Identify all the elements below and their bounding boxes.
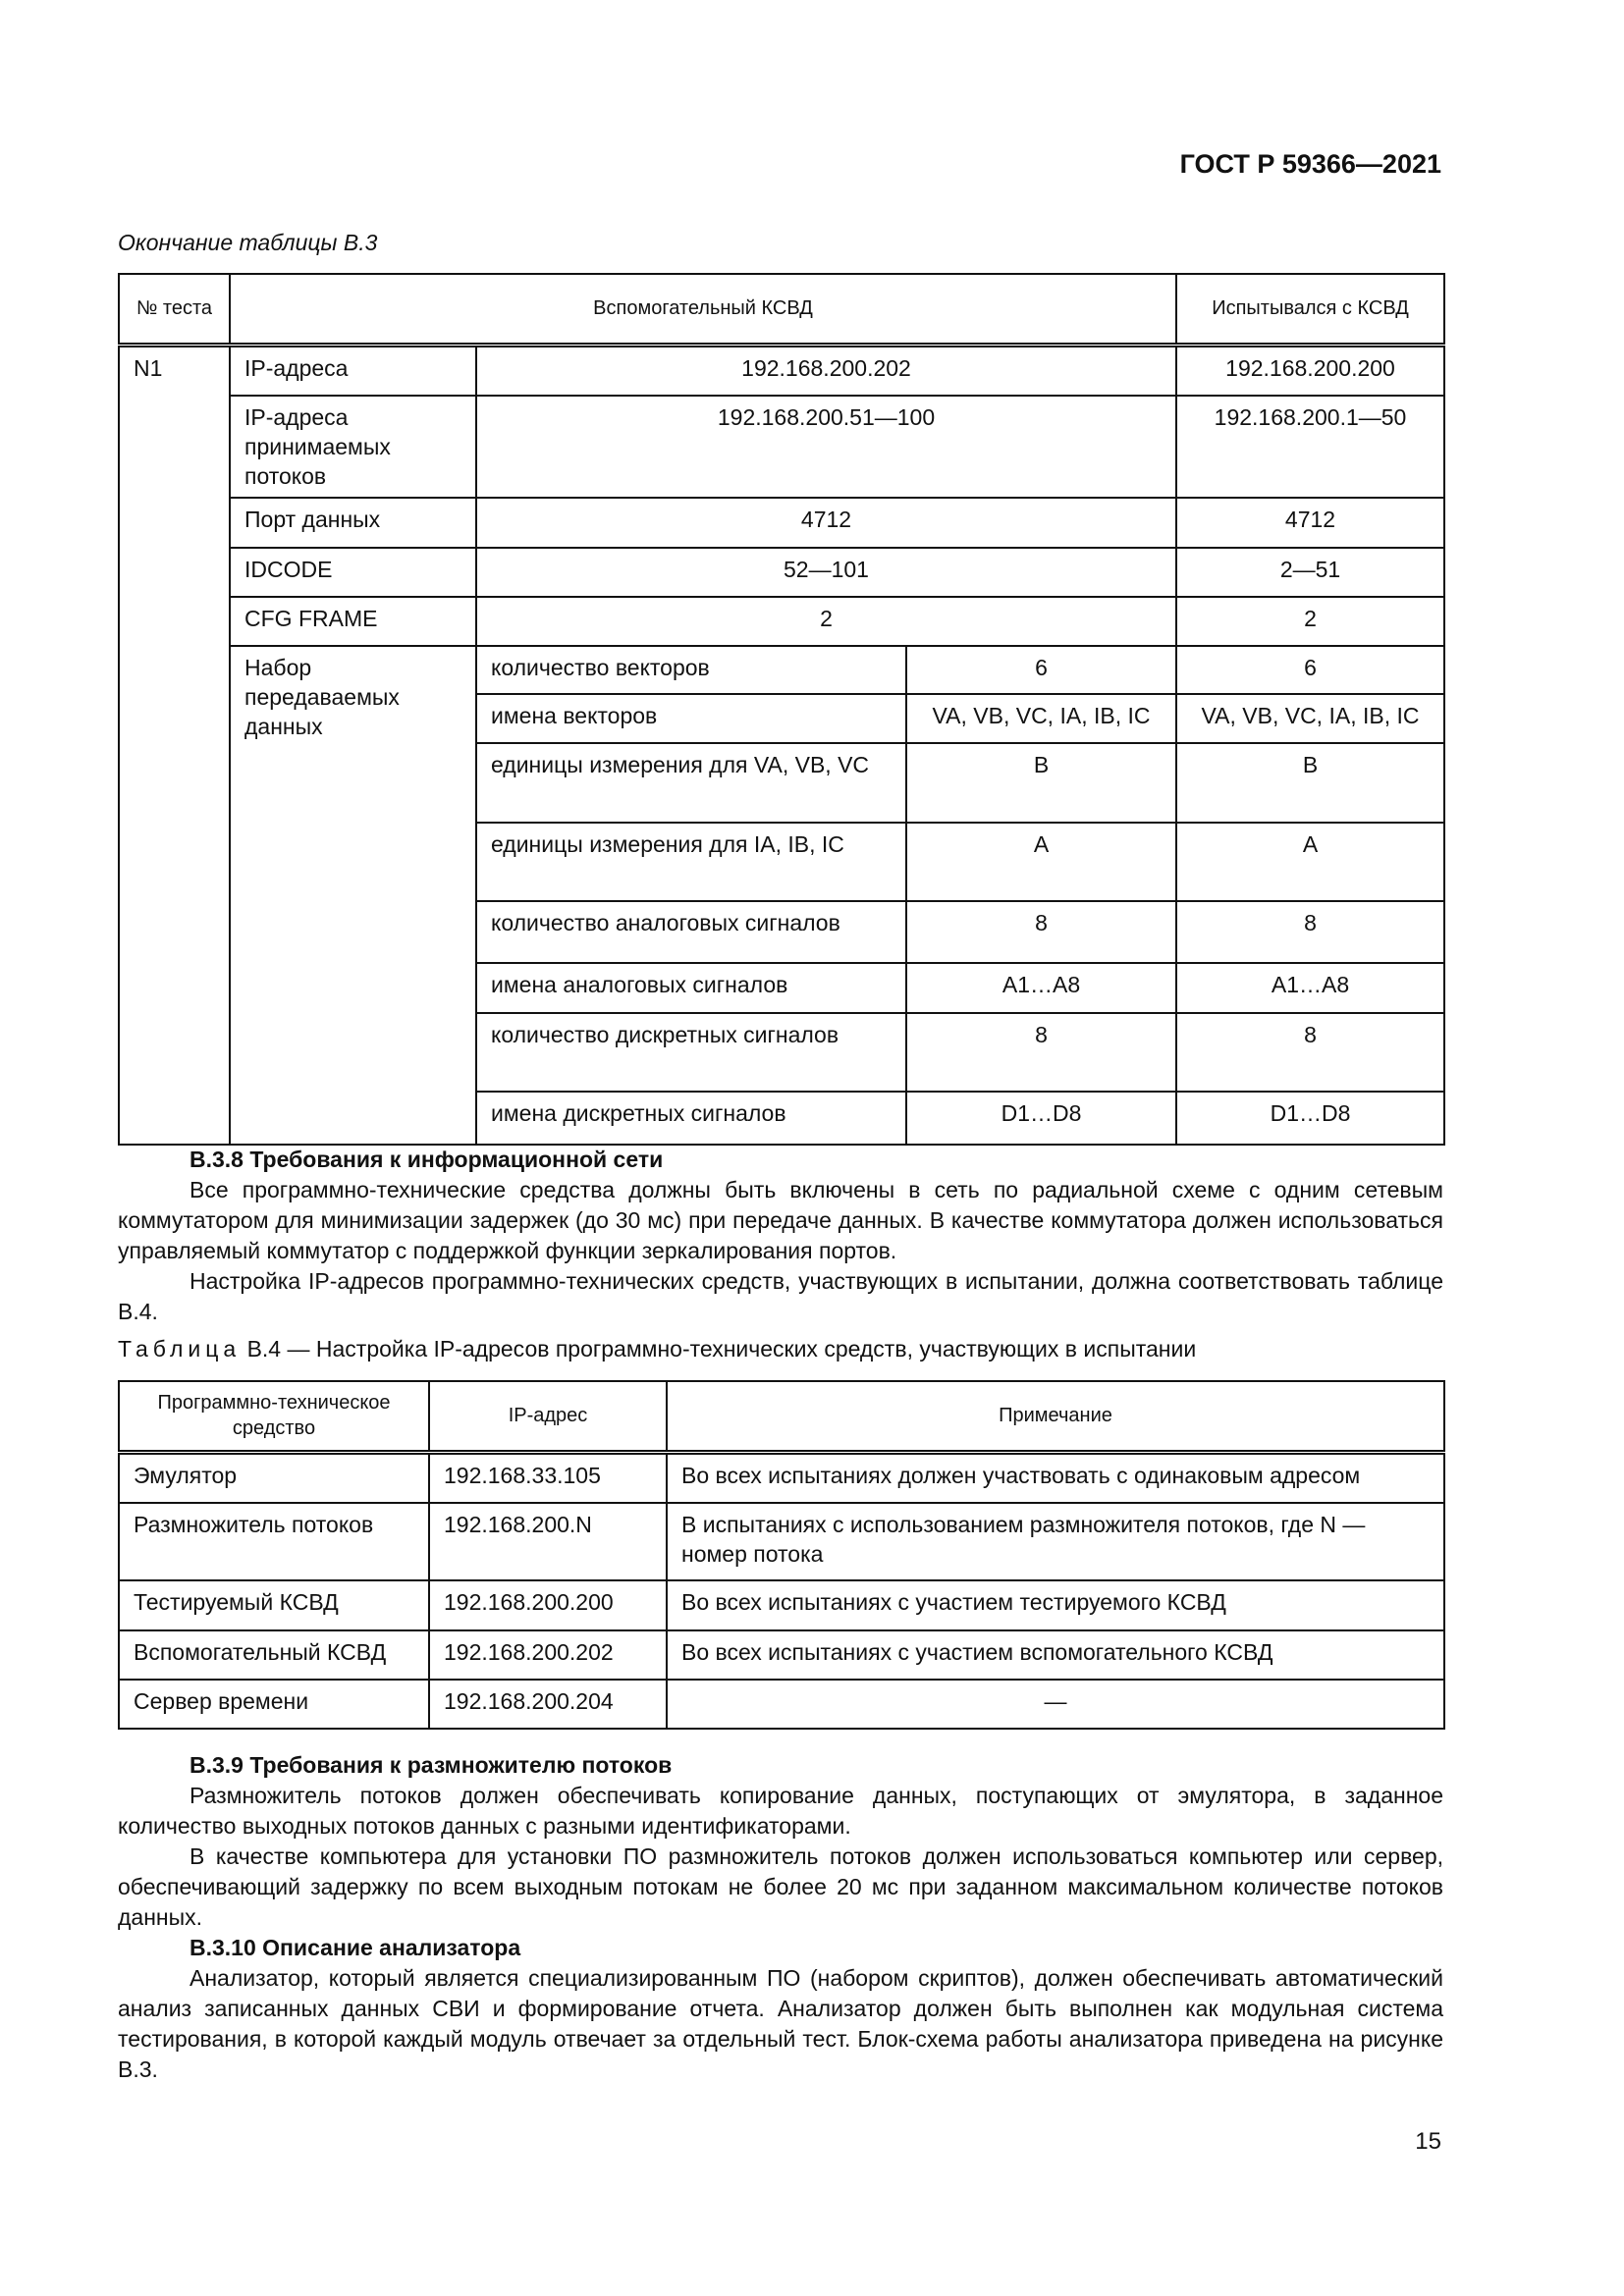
ip-cell: 192.168.200.N <box>429 1503 667 1580</box>
header-aux: Вспомогательный КСВД <box>230 274 1176 345</box>
param-cell: IDCODE <box>230 548 476 597</box>
aux-cell: 52—101 <box>476 548 1176 597</box>
aux-cell: VA, VB, VC, IA, IB, IC <box>906 694 1176 743</box>
ip-cell: 192.168.200.204 <box>429 1680 667 1729</box>
tested-cell: 4712 <box>1176 498 1444 548</box>
dataset-param: количество векторов <box>476 646 906 694</box>
dataset-param: имена дискретных сигналов <box>476 1092 906 1145</box>
table-caption <box>118 1336 1196 1362</box>
note-cell: Во всех испытаниях с участием вспомогательного КСВД <box>667 1630 1444 1680</box>
caption-word: Таблица <box>118 1336 242 1362</box>
test-id: N1 <box>119 345 230 1145</box>
paragraph: В качестве компьютера для установки ПО размножитель потоков должен использоваться компьютер или сервер, обеспечивающий задержку по всем выходным потокам не более 20 мс при заданном максимальном количестве потоков данных. <box>118 1843 1443 1930</box>
tested-cell: 2 <box>1176 597 1444 646</box>
aux-cell: 8 <box>906 901 1176 963</box>
tested-cell: 8 <box>1176 1013 1444 1092</box>
aux-cell: В <box>906 743 1176 823</box>
note-cell: Во всех испытаниях должен участвовать с одинаковым адресом <box>667 1452 1444 1503</box>
tested-cell: А <box>1176 823 1444 901</box>
ip-cell: 192.168.200.200 <box>429 1580 667 1630</box>
tested-cell: D1…D8 <box>1176 1092 1444 1145</box>
paragraph: Размножитель потоков должен обеспечивать копирование данных, поступающих от эмулятора, в заданное количество выходных потоков данных с разными идентификаторами. <box>118 1783 1443 1839</box>
device-cell: Эмулятор <box>119 1452 429 1503</box>
table-b3 <box>118 273 1445 1146</box>
param-cell: CFG FRAME <box>230 597 476 646</box>
tested-cell: 6 <box>1176 646 1444 694</box>
tested-cell: A1…A8 <box>1176 963 1444 1013</box>
aux-cell: А <box>906 823 1176 901</box>
param-cell: IP-адреса <box>230 345 476 396</box>
paragraph: Все программно-технические средства должны быть включены в сеть по радиальной схеме с одним сетевым коммутатором для минимизации задержек (до 30 мс) при передаче данных. В качестве коммутатора должен использоваться управляемый коммутатор с поддержкой функции зеркалирования портов. <box>118 1177 1443 1263</box>
dataset-param: единицы измерения для IA, IB, IC <box>476 823 906 901</box>
tested-cell: 2—51 <box>1176 548 1444 597</box>
table-continuation-label: Окончание таблицы В.3 <box>118 230 378 255</box>
ip-cell: 192.168.200.202 <box>429 1630 667 1680</box>
aux-cell: 8 <box>906 1013 1176 1092</box>
header-note: Примечание <box>667 1381 1444 1452</box>
document-code: ГОСТ Р 59366—2021 <box>1179 149 1441 179</box>
dataset-param: имена аналоговых сигналов <box>476 963 906 1013</box>
ip-cell: 192.168.33.105 <box>429 1452 667 1503</box>
header-test-no: № теста <box>119 274 230 345</box>
dataset-param: единицы измерения для VA, VB, VC <box>476 743 906 823</box>
tested-cell: В <box>1176 743 1444 823</box>
sections-b39-b310 <box>118 1750 1443 2085</box>
section-heading: В.3.8 Требования к информационной сети <box>189 1147 664 1172</box>
device-cell: Тестируемый КСВД <box>119 1580 429 1630</box>
dataset-param: количество аналоговых сигналов <box>476 901 906 963</box>
section-b38 <box>118 1145 1443 1327</box>
dataset-label: Набор передаваемых данных <box>230 646 476 1145</box>
caption-text: В.4 — Настройка IP-адресов программно-технических средств, участвующих в испытании <box>246 1336 1197 1362</box>
note-cell: — <box>667 1680 1444 1729</box>
header-tested: Испытывался с КСВД <box>1176 274 1444 345</box>
param-cell: Порт данных <box>230 498 476 548</box>
device-cell: Сервер времени <box>119 1680 429 1729</box>
aux-cell: 192.168.200.51—100 <box>476 396 1176 498</box>
aux-cell: 4712 <box>476 498 1176 548</box>
section-heading: В.3.10 Описание анализатора <box>189 1935 521 1960</box>
aux-cell: 2 <box>476 597 1176 646</box>
aux-cell: 6 <box>906 646 1176 694</box>
device-cell: Размножитель потоков <box>119 1503 429 1580</box>
section-heading: В.3.9 Требования к размножителю потоков <box>189 1752 673 1778</box>
header-ip: IP-адрес <box>429 1381 667 1452</box>
note-cell: В испытаниях с использованием размножителя потоков, где N — номер потока <box>667 1503 1444 1580</box>
header-device: Программно-техническое средство <box>119 1381 429 1452</box>
device-cell: Вспомогательный КСВД <box>119 1630 429 1680</box>
dataset-param: количество дискретных сигналов <box>476 1013 906 1092</box>
paragraph: Анализатор, который является специализированным ПО (набором скриптов), должен обеспечивать автоматический анализ записанных данных СВИ и формирование отчета. Анализатор должен быть выполнен как модульная система тестирования, в которой каждый модуль отвечает за отдельный тест. Блок-схема работы анализатора приведена на рисунке В.3. <box>118 1965 1443 2082</box>
table-b4 <box>118 1380 1445 1730</box>
dataset-param: имена векторов <box>476 694 906 743</box>
note-cell: Во всех испытаниях с участием тестируемого КСВД <box>667 1580 1444 1630</box>
tested-cell: 192.168.200.1—50 <box>1176 396 1444 498</box>
tested-cell: VA, VB, VC, IA, IB, IC <box>1176 694 1444 743</box>
tested-cell: 8 <box>1176 901 1444 963</box>
aux-cell: A1…A8 <box>906 963 1176 1013</box>
tested-cell: 192.168.200.200 <box>1176 345 1444 396</box>
aux-cell: D1…D8 <box>906 1092 1176 1145</box>
page-number: 15 <box>1415 2128 1441 2155</box>
param-cell: IP-адреса принимаемых потоков <box>230 396 476 498</box>
paragraph: Настройка IP-адресов программно-технических средств, участвующих в испытании, должна соответствовать таблице В.4. <box>118 1268 1443 1324</box>
aux-cell: 192.168.200.202 <box>476 345 1176 396</box>
